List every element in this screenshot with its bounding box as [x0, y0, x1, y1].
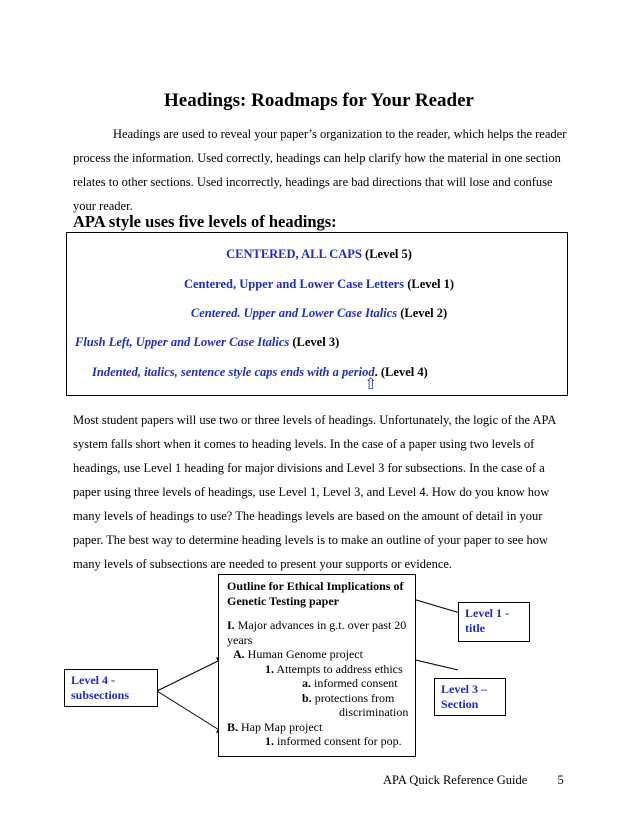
- note-level1-line1: Level 1 -: [465, 606, 509, 620]
- level-5-sample: CENTERED, ALL CAPS: [226, 247, 362, 261]
- note-level1-line2: title: [465, 621, 485, 635]
- note-level4-line2: subsections: [71, 688, 130, 702]
- arrow-level4-b: [157, 691, 224, 733]
- note-level4-line1: Level 4 -: [71, 673, 115, 687]
- note-level3-line2: Section: [441, 697, 479, 711]
- outline-item-b: B. Hap Map project: [227, 719, 323, 734]
- level-4-label: . (Level 4): [374, 365, 428, 379]
- arrow-level4-a: [157, 658, 224, 691]
- level-3-sample: Flush Left, Upper and Lower Case Italics: [75, 335, 290, 349]
- level-1-label: (Level 1): [407, 277, 455, 291]
- outline-item-b-small-cont: discrimination: [339, 705, 409, 719]
- level-3-label: (Level 3): [292, 335, 340, 349]
- note-level4-subsections: [64, 669, 158, 707]
- outline-item-i-cont: years: [227, 632, 253, 647]
- note-level1-title: [458, 602, 530, 642]
- intro-text: Headings are used to reveal your paper’s organization to the reader, which helps the reader process the information. Used correctly, headings can help clarify how the material in one section relates to other sections. Used incorrectly, headings are bad directions that will lose and confuse your reader.: [73, 127, 567, 213]
- level-4-sample: Indented, italics, sentence style caps ends with a period: [92, 365, 375, 379]
- footer-guide: APA Quick Reference Guide: [383, 773, 528, 787]
- levels-heading: APA style uses five levels of headings:: [73, 212, 337, 231]
- body-paragraph: Most student papers will use two or three levels of headings. Unfortunately, the logic of the APA system falls short when it comes to heading levels. In the case of a paper using two levels of headings, use Level 1 heading for major divisions and Level 3 for subsections. In the case of a paper using three levels of headings, use Level 1, Level 3, and Level 4. How do you know how many levels of headings to use? The headings levels are based on the amount of detail in your paper. The best way to determine heading levels is to make an outline of your paper to see how many levels of subsections are needed to present your supports or evidence.: [73, 413, 556, 571]
- outline-item-a-small: a. informed consent: [302, 676, 398, 690]
- page-number: 5: [557, 773, 564, 787]
- level-1-sample: Centered, Upper and Lower Case Letters: [183, 277, 405, 291]
- level-5-label: (Level 5): [365, 247, 412, 261]
- outline-item-a: A. Human Genome project: [233, 647, 363, 661]
- outline-title-2: Genetic Testing paper: [227, 593, 340, 608]
- note-level3-section: [434, 678, 506, 716]
- level-2-sample: Centered. Upper and Lower Case Italics: [190, 306, 398, 320]
- page-footer: [383, 773, 564, 788]
- level-2-label: (Level 2): [400, 306, 448, 320]
- note-level3-line1: Level 3 –: [441, 682, 487, 696]
- outline-item-1: 1. Attempts to address ethics: [265, 661, 403, 676]
- page-title: Headings: Roadmaps for Your Reader: [164, 90, 474, 111]
- outline-item-b-small: b. protections from: [302, 690, 395, 705]
- outline-item-i: I. Major advances in g.t. over past 20: [227, 618, 407, 632]
- up-arrow-icon: ⇧: [364, 376, 378, 393]
- outline-title-1: Outline for Ethical Implications of: [227, 579, 404, 593]
- outline-box: [218, 574, 416, 757]
- outline-item-1b: 1. informed consent for pop.: [265, 734, 402, 748]
